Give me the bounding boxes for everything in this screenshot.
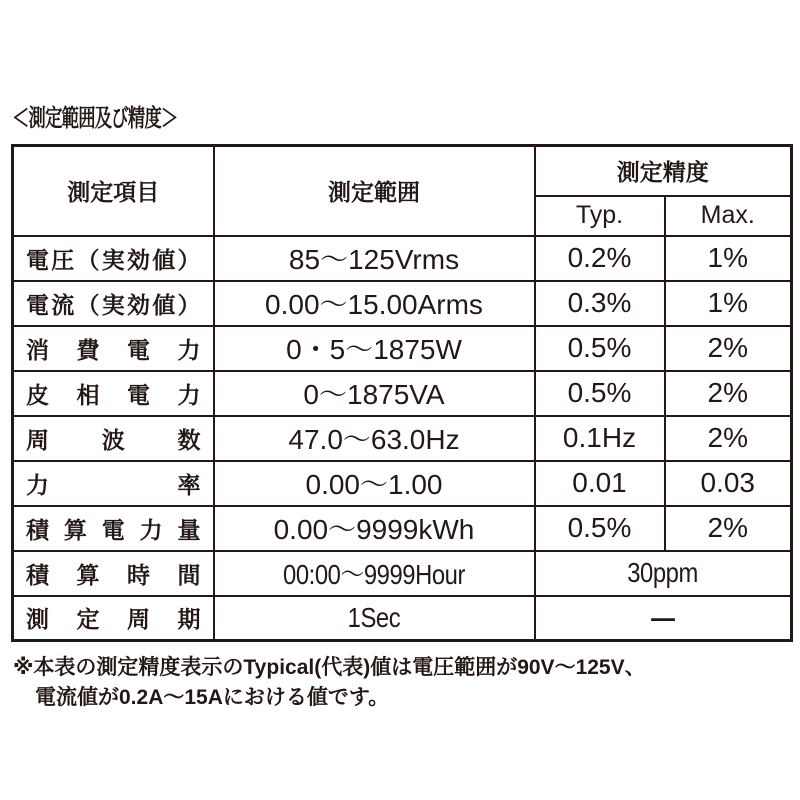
- accuracy-merged-cell: —: [535, 596, 792, 641]
- typ-cell: 0.01: [535, 461, 665, 506]
- max-cell: 1%: [665, 281, 792, 326]
- item-cell: 電圧（実効値）: [13, 236, 214, 281]
- table-row: [13, 506, 792, 551]
- range-cell: 0〜1875VA: [214, 371, 535, 416]
- item-cell: 電流（実効値）: [13, 281, 214, 326]
- item-cell: 積算電力量: [13, 506, 214, 551]
- max-cell: 0.03: [665, 461, 792, 506]
- page-title-text: ＜測定範囲及び精度＞: [12, 105, 178, 132]
- max-cell: 2%: [665, 371, 792, 416]
- header-max: Max.: [665, 196, 792, 236]
- item-cell: 積算時間: [13, 551, 214, 596]
- header-typ: Typ.: [535, 196, 665, 236]
- max-cell: 2%: [665, 326, 792, 371]
- footnote: [13, 653, 646, 713]
- header-row-top: [13, 146, 792, 196]
- range-cell: 0.00〜15.00Arms: [214, 281, 535, 326]
- range-cell: 47.0〜63.0Hz: [214, 416, 535, 461]
- range-cell: 0.00〜9999kWh: [214, 506, 535, 551]
- range-cell: 0・5〜1875W: [214, 326, 535, 371]
- table-row: [13, 461, 792, 506]
- range-cell: 00:00〜9999Hour: [214, 551, 535, 596]
- table-row: [13, 236, 792, 281]
- accuracy-merged-cell: 30ppm: [535, 551, 792, 596]
- max-cell: 2%: [665, 506, 792, 551]
- header-item: 測定項目: [13, 146, 214, 236]
- header-accuracy: 測定精度: [535, 146, 792, 196]
- table-row: [13, 551, 792, 596]
- range-cell: 85〜125Vrms: [214, 236, 535, 281]
- typ-cell: 0.3%: [535, 281, 665, 326]
- footnote-line-1: ※本表の測定精度表示のTypical(代表)値は電圧範囲が90V〜125V、: [13, 656, 646, 679]
- item-cell: 測定周期: [13, 596, 214, 641]
- table-row: [13, 596, 792, 641]
- range-cell: 0.00〜1.00: [214, 461, 535, 506]
- max-cell: 1%: [665, 236, 792, 281]
- typ-cell: 0.5%: [535, 326, 665, 371]
- typ-cell: 0.1Hz: [535, 416, 665, 461]
- item-cell: 力率: [13, 461, 214, 506]
- item-cell: 周波数: [13, 416, 214, 461]
- item-cell: 消費電力: [13, 326, 214, 371]
- table-row: [13, 281, 792, 326]
- typ-cell: 0.5%: [535, 506, 665, 551]
- footnote-line-2: 電流値が0.2A〜15Aにおける値です。: [35, 685, 390, 709]
- page-title: [12, 98, 242, 133]
- table-row: [13, 326, 792, 371]
- typ-cell: 0.2%: [535, 236, 665, 281]
- typ-cell: 0.5%: [535, 371, 665, 416]
- item-cell: 皮相電力: [13, 371, 214, 416]
- table-row: [13, 371, 792, 416]
- table-row: [13, 416, 792, 461]
- header-range: 測定範囲: [214, 146, 535, 236]
- max-cell: 2%: [665, 416, 792, 461]
- spec-table: [11, 144, 793, 642]
- range-cell: 1Sec: [214, 596, 535, 641]
